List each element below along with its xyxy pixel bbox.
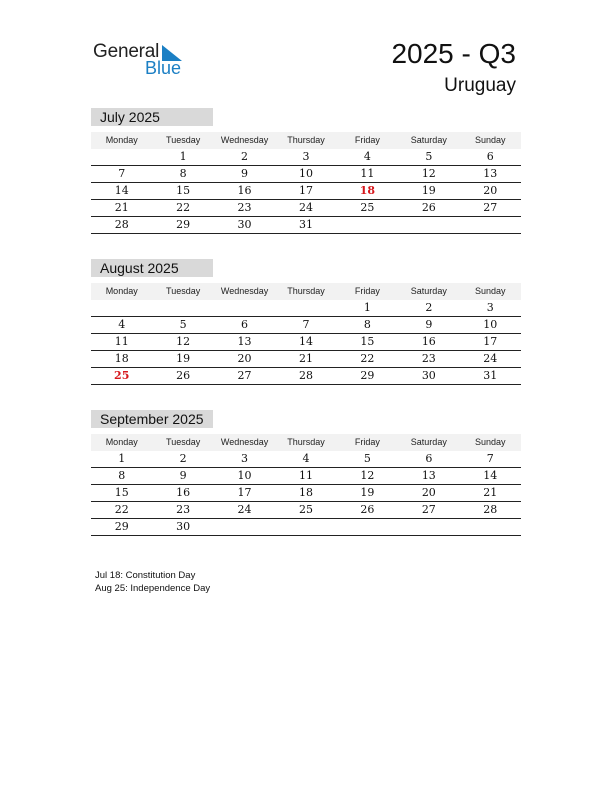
week-row <box>91 485 521 502</box>
day-cell <box>275 519 336 535</box>
holiday-day-cell: 18 <box>359 184 376 197</box>
day-cell <box>398 217 459 233</box>
day-cell: 10 <box>298 167 313 180</box>
day-cell <box>337 217 398 233</box>
day-cell: 9 <box>241 167 249 180</box>
day-cell: 21 <box>483 486 498 499</box>
day-cell: 7 <box>118 167 126 180</box>
day-cell: 21 <box>298 352 313 365</box>
day-cell: 29 <box>360 369 375 382</box>
day-cell: 17 <box>298 184 313 197</box>
month-title: August 2025 <box>91 259 213 277</box>
week-row <box>91 334 521 351</box>
week-row <box>91 368 521 385</box>
day-cell: 20 <box>421 486 436 499</box>
month-title: September 2025 <box>91 410 213 428</box>
weekday-label: Saturday <box>410 286 447 296</box>
day-cell: 16 <box>176 486 191 499</box>
generalblue-logo <box>93 41 193 81</box>
weekday-label: Friday <box>354 286 380 296</box>
week-row <box>91 300 521 317</box>
weekday-label: Sunday <box>474 135 506 145</box>
day-cell <box>460 519 521 535</box>
day-cell: 22 <box>360 352 375 365</box>
day-cell <box>337 519 398 535</box>
week-row <box>91 519 521 536</box>
day-cell: 15 <box>176 184 191 197</box>
weekday-label: Tuesday <box>166 135 201 145</box>
day-cell: 25 <box>298 503 313 516</box>
day-cell: 2 <box>241 150 249 163</box>
day-cell: 28 <box>483 503 498 516</box>
weekday-header-row <box>91 283 521 300</box>
day-cell: 12 <box>360 469 375 482</box>
day-cell: 19 <box>360 486 375 499</box>
weekday-label: Tuesday <box>166 437 201 447</box>
day-cell: 30 <box>237 218 252 231</box>
day-cell: 5 <box>179 318 187 331</box>
day-cell: 21 <box>114 201 129 214</box>
week-row <box>91 351 521 368</box>
weekday-label: Friday <box>354 437 380 447</box>
weekday-label: Saturday <box>410 135 447 145</box>
day-cell: 22 <box>114 503 129 516</box>
day-cell: 24 <box>483 352 498 365</box>
day-cell: 11 <box>360 167 375 180</box>
day-cell: 30 <box>421 369 436 382</box>
day-cell: 4 <box>363 150 371 163</box>
week-row <box>91 502 521 519</box>
day-cell: 20 <box>483 184 498 197</box>
weekday-label: Saturday <box>410 437 447 447</box>
day-cell: 3 <box>302 150 310 163</box>
weekday-label: Sunday <box>474 437 506 447</box>
day-cell: 24 <box>237 503 252 516</box>
day-cell: 23 <box>237 201 252 214</box>
weekday-label: Sunday <box>474 286 506 296</box>
day-cell: 6 <box>425 452 433 465</box>
day-cell: 11 <box>114 335 129 348</box>
day-cell: 6 <box>486 150 494 163</box>
country-name: Uruguay <box>444 75 516 96</box>
day-cell: 19 <box>421 184 436 197</box>
day-cell: 14 <box>298 335 313 348</box>
weekday-label: Thursday <box>287 286 325 296</box>
day-cell: 1 <box>363 301 371 314</box>
day-cell: 16 <box>421 335 436 348</box>
weekday-label: Thursday <box>287 135 325 145</box>
day-cell: 17 <box>483 335 498 348</box>
day-cell: 2 <box>425 301 433 314</box>
day-cell: 13 <box>483 167 498 180</box>
page-title: 2025 - Q3 <box>391 38 516 69</box>
day-cell: 26 <box>421 201 436 214</box>
logo-text-blue: Blue <box>145 58 182 78</box>
day-cell: 7 <box>302 318 310 331</box>
day-cell: 5 <box>363 452 371 465</box>
weekday-label: Friday <box>354 135 380 145</box>
day-cell: 10 <box>483 318 498 331</box>
day-cell: 27 <box>237 369 252 382</box>
day-cell: 16 <box>237 184 252 197</box>
week-row <box>91 468 521 485</box>
day-cell: 7 <box>486 452 494 465</box>
month-calendar <box>91 108 521 234</box>
day-cell: 24 <box>298 201 313 214</box>
day-cell: 15 <box>360 335 375 348</box>
day-cell: 13 <box>421 469 436 482</box>
day-cell: 15 <box>114 486 129 499</box>
day-cell: 26 <box>176 369 191 382</box>
day-cell: 9 <box>179 469 187 482</box>
weekday-label: Thursday <box>287 437 325 447</box>
day-cell: 2 <box>179 452 187 465</box>
logo-text-general: General <box>93 41 160 62</box>
day-cell: 25 <box>360 201 375 214</box>
day-cell: 14 <box>114 184 129 197</box>
holiday-note: Jul 18: Constitution Day <box>95 570 196 581</box>
day-cell: 12 <box>421 167 436 180</box>
day-cell: 28 <box>298 369 313 382</box>
day-cell: 18 <box>114 352 129 365</box>
day-cell: 20 <box>237 352 252 365</box>
weekday-label: Monday <box>105 135 138 145</box>
day-cell: 27 <box>421 503 436 516</box>
day-cell <box>91 300 152 316</box>
month-title: July 2025 <box>91 108 213 126</box>
day-cell: 28 <box>114 218 129 231</box>
day-cell: 17 <box>237 486 252 499</box>
week-row <box>91 217 521 234</box>
holiday-note: Aug 25: Independence Day <box>95 583 211 594</box>
day-cell: 19 <box>176 352 191 365</box>
day-cell: 8 <box>179 167 187 180</box>
day-cell: 29 <box>114 520 129 533</box>
week-row <box>91 200 521 217</box>
weekday-label: Monday <box>105 437 138 447</box>
day-cell: 6 <box>241 318 249 331</box>
day-cell: 10 <box>237 469 252 482</box>
day-cell: 8 <box>118 469 126 482</box>
week-row <box>91 317 521 334</box>
day-cell: 3 <box>241 452 249 465</box>
weekday-header-row <box>91 434 521 451</box>
day-cell <box>460 217 521 233</box>
day-cell <box>214 519 275 535</box>
day-cell: 31 <box>483 369 498 382</box>
weekday-label: Wednesday <box>220 135 269 145</box>
week-row <box>91 149 521 166</box>
day-cell: 13 <box>237 335 252 348</box>
day-cell: 1 <box>179 150 187 163</box>
day-cell: 4 <box>118 318 126 331</box>
day-cell <box>91 149 152 165</box>
day-cell: 11 <box>298 469 313 482</box>
holiday-day-cell: 25 <box>114 369 130 382</box>
day-cell: 3 <box>486 301 494 314</box>
week-row <box>91 451 521 468</box>
day-cell: 12 <box>176 335 191 348</box>
day-cell: 8 <box>363 318 371 331</box>
weekday-label: Tuesday <box>166 286 201 296</box>
day-cell <box>398 519 459 535</box>
month-calendar <box>91 410 521 536</box>
day-cell: 5 <box>425 150 433 163</box>
weekday-label: Wednesday <box>220 286 269 296</box>
day-cell: 1 <box>118 452 126 465</box>
day-cell <box>275 300 336 316</box>
week-row <box>91 183 521 200</box>
day-cell: 4 <box>302 452 310 465</box>
weekday-label: Wednesday <box>220 437 269 447</box>
month-calendar <box>91 259 521 385</box>
day-cell: 9 <box>425 318 433 331</box>
day-cell: 27 <box>483 201 498 214</box>
day-cell: 29 <box>176 218 191 231</box>
day-cell: 30 <box>176 520 191 533</box>
day-cell <box>152 300 213 316</box>
day-cell: 23 <box>421 352 436 365</box>
weekday-header-row <box>91 132 521 149</box>
day-cell: 22 <box>176 201 191 214</box>
week-row <box>91 166 521 183</box>
day-cell: 26 <box>360 503 375 516</box>
day-cell: 23 <box>176 503 191 516</box>
holiday-notes <box>95 569 210 595</box>
day-cell: 31 <box>298 218 313 231</box>
day-cell: 18 <box>298 486 313 499</box>
day-cell: 14 <box>483 469 498 482</box>
weekday-label: Monday <box>105 286 138 296</box>
day-cell <box>214 300 275 316</box>
